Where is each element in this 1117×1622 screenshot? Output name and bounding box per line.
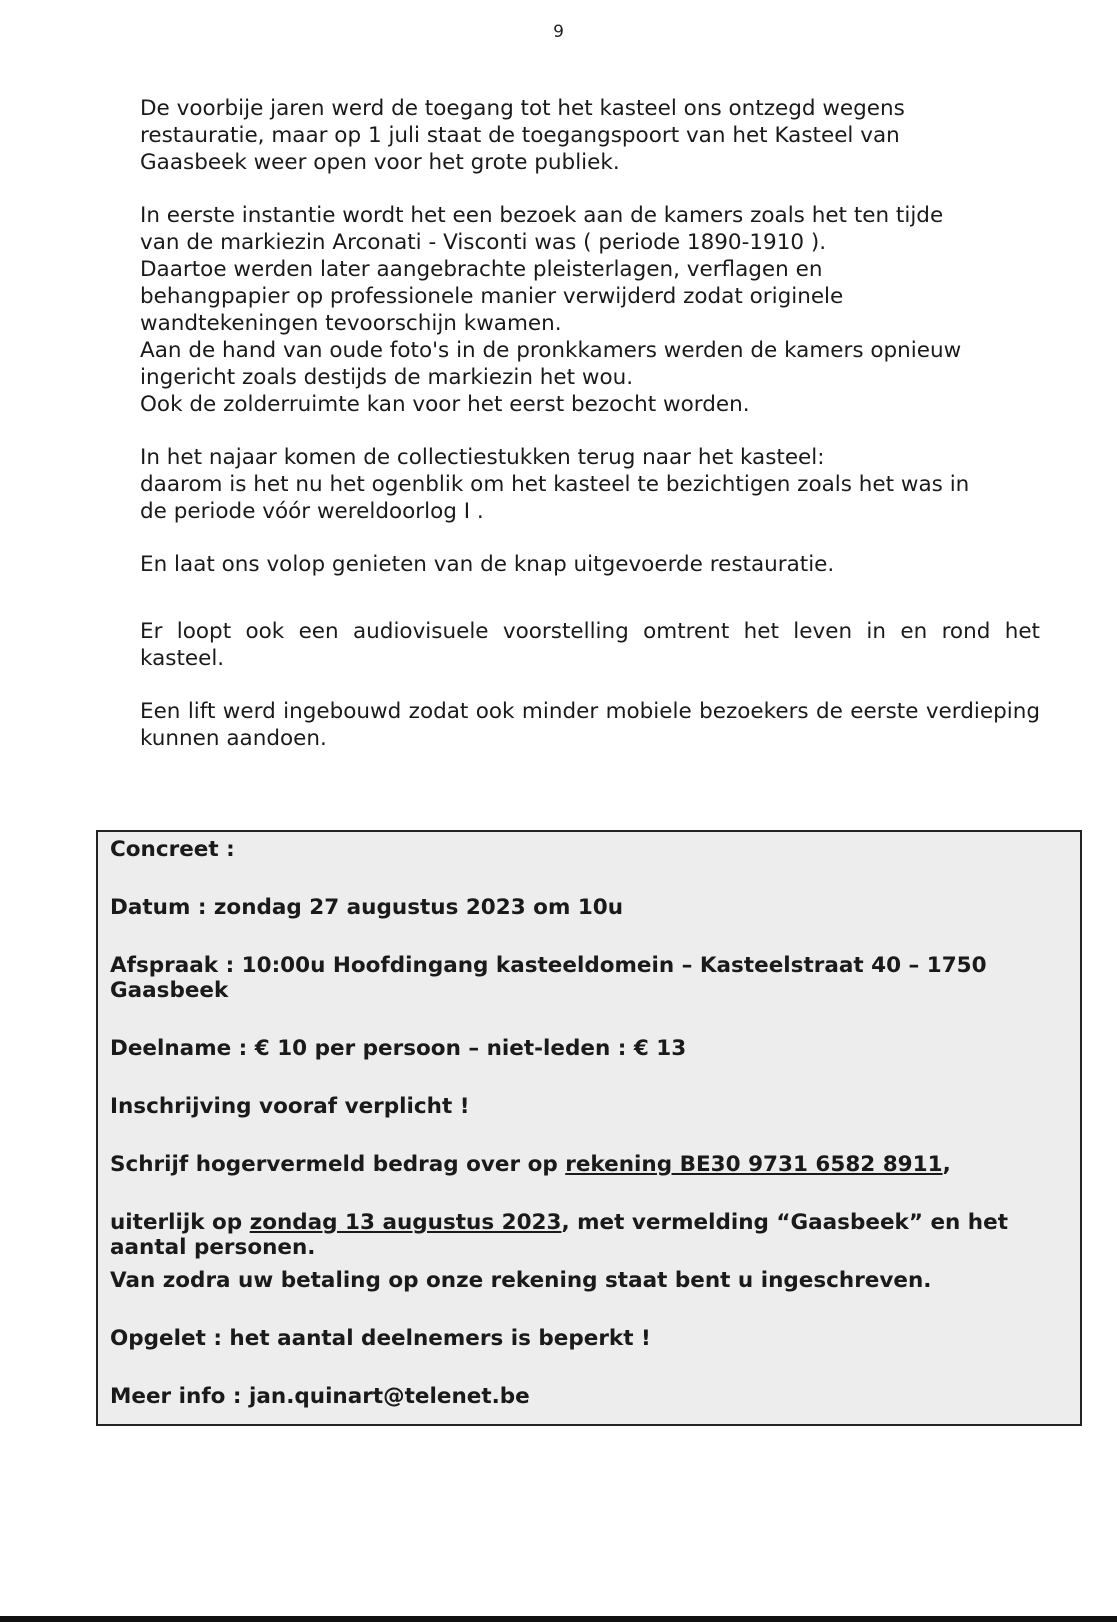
payment-instruction-suffix: ,: [942, 1152, 951, 1177]
text-line: restauratie, maar op 1 juli staat de toegangspoort van het Kasteel van: [140, 123, 900, 148]
payment-instruction: [110, 1152, 1070, 1177]
event-date: Datum : zondag 27 augustus 2023 om 10u: [110, 895, 624, 920]
payment-deadline-date: zondag 13 augustus 2023: [249, 1210, 562, 1235]
payment-deadline-prefix: uiterlijk op: [110, 1210, 250, 1235]
paragraph-intro: [140, 95, 1040, 176]
registration-required: Inschrijving vooraf verplicht !: [110, 1094, 470, 1119]
contact-email: Meer info : jan.quinart@telenet.be: [110, 1384, 530, 1409]
payment-instruction-text: Schrijf hogervermeld bedrag over op: [110, 1152, 566, 1177]
text-line: daarom is het nu het ogenblik om het kasteel te bezichtigen zoals het was in: [140, 472, 970, 497]
paragraph-lift: Een lift werd ingebouwd zodat ook minder mobiele bezoekers de eerste verdieping kunnen aandoen.: [140, 699, 1040, 751]
paragraph-visit-description: [140, 202, 1040, 418]
text-line: In het najaar komen de collectiestukken terug naar het kasteel:: [140, 445, 825, 470]
text-line: Aan de hand van oude foto's in de pronkkamers werden de kamers opnieuw: [140, 338, 962, 363]
participation-fee: Deelname : € 10 per persoon – niet-leden : € 13: [110, 1036, 687, 1061]
capacity-warning: Opgelet : het aantal deelnemers is beperkt !: [110, 1326, 651, 1351]
bank-account-number: rekening BE30 9731 6582 8911: [565, 1152, 943, 1177]
text-line: behangpapier op professionele manier verwijderd zodat originele: [140, 284, 844, 309]
registration-confirmation: Van zodra uw betaling op onze rekening staat bent u ingeschreven.: [110, 1268, 932, 1293]
text-line: wandtekeningen tevoorschijn kwamen.: [140, 311, 562, 336]
meeting-point: Afspraak : 10:00u Hoofdingang kasteeldomein – Kasteelstraat 40 – 1750 Gaasbeek: [110, 953, 987, 1003]
text-line: de periode vóór wereldoorlog I .: [140, 499, 484, 524]
payment-deadline-suffix: , met vermelding “Gaasbeek” en het aantal personen.: [110, 1210, 1008, 1260]
page-number: 9: [553, 22, 564, 42]
text-line: Gaasbeek weer open voor het grote publiek.: [140, 150, 620, 175]
text-line: De voorbije jaren werd de toegang tot het kasteel ons ontzegd wegens: [140, 96, 905, 121]
paragraph-collection: [140, 444, 1040, 525]
event-info-box: [96, 830, 1082, 1426]
text-line: In eerste instantie wordt het een bezoek aan de kamers zoals het ten tijde: [140, 203, 944, 228]
page-bottom-edge: [0, 1616, 1117, 1622]
paragraph-audiovisual: Er loopt ook een audiovisuele voorstelling omtrent het leven in en rond het kasteel.: [140, 619, 1040, 671]
payment-deadline: [110, 1210, 1070, 1260]
paragraph-enjoy: En laat ons volop genieten van de knap uitgevoerde restauratie.: [140, 552, 835, 577]
article-body: [140, 95, 1040, 778]
info-heading: Concreet :: [110, 837, 235, 862]
text-line: ingericht zoals destijds de markiezin het wou.: [140, 365, 634, 390]
text-line: Daartoe werden later aangebrachte pleisterlagen, verflagen en: [140, 257, 823, 282]
text-line: Ook de zolderruimte kan voor het eerst bezocht worden.: [140, 392, 750, 417]
text-line: van de markiezin Arconati - Visconti was ( periode 1890-1910 ).: [140, 230, 827, 255]
